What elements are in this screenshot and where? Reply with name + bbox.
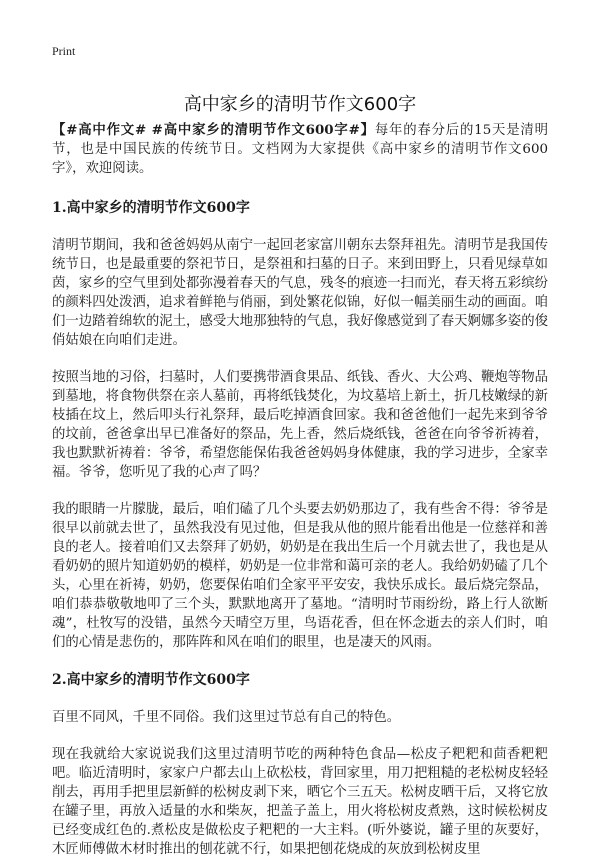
- section-1-paragraph-1: 清明节期间，我和爸爸妈妈从南宁一起回老家富川朝东去祭拜祖先。清明节是我国传统节日，也是最重要的祭祀节日，是祭祖和扫墓的日子。来到田野上，只看见绿草如茵，家乡的空气里到处都弥漫着春天的气息，残冬的痕迹一扫而光，春天将五彩缤纷的颜料四处泼洒，追求着鲜艳与俏丽，到处繁花似锦，好似一幅美丽生动的画面。咱们一边踏着绵软的泥土，感受大地那独特的气息，我好像感觉到了春天婀娜多姿的俊俏姑娘在向咱们走进。: [52, 238, 548, 348]
- section-2-paragraph-2: 现在我就给大家说说我们这里过清明节吃的两种特色食品—松皮子粑粑和茴香粑粑吧。临近清明时，家家户户都去山上砍松枝，背回家里，用刀把粗糙的老松树皮轻轻削去，再用手把里层新鲜的松树皮剥下来，晒它个三五天。松树皮晒干后，又将它放在罐子里，再放入适量的水和柴灰，把盖子盖上，用火将松树皮煮熟，这时候松树皮已经变成红色的.煮松皮是做松皮子粑粑的一大主料。(听外婆说，罐子里的灰要好，木匠师傅做木材时推出的刨花就不行，如果把刨花烧成的灰放到松树皮里: [52, 747, 548, 857]
- intro-text: 每年的春分后的15天是清明节，也是中国民族的传统节日。文档网为大家提供《高中家乡的清明节作文600字》，欢迎阅读。: [52, 123, 548, 176]
- section-1-paragraph-2: 按照当地的习俗，扫墓时，人们要携带酒食果品、纸钱、香火、大公鸡、鞭炮等物品到墓地，将食物供祭在亲人墓前，再将纸钱焚化，为坟墓培上新土，折几枝嫩绿的新枝插在坟上，然后叩头行礼祭拜，最后吃掉酒食回家。我和爸爸他们一起先来到爷爷的坟前，爸爸拿出早已准备好的祭品，先上香，然后烧纸钱，爸爸在向爷爷祈祷着，我也默默祈祷着：爷爷，希望您能保佑我爸爸妈妈身体健康，我的学习进步，全家幸福。爷爷，您听见了我的心声了吗？: [52, 370, 548, 480]
- section-2-paragraph-1: 百里不同风，千里不同俗。我们这里过节总有自己的特色。: [52, 710, 401, 725]
- intro-tag: 【#高中作文# #高中家乡的清明节作文600字#】: [52, 122, 375, 138]
- section-1-paragraph-3: 我的眼睛一片朦胧，最后，咱们磕了几个头要去奶奶那边了，我有些舍不得：爷爷是很早以前就去世了，虽然我没有见过他，但是我从他的照片能看出他是一位慈祥和善良的老人。接着咱们又去祭拜了奶奶，奶奶是在我出生后一个月就去世了，我也是从看奶奶的照片知道奶奶的模样，奶奶是一位非常和蔼可亲的老人。我给奶奶磕了几个头，心里在祈祷，奶奶，您要保佑咱们全家平平安安，我快乐成长。最后烧完祭品，咱们恭恭敬敬地叩了三个头，默默地离开了墓地。“清明时节雨纷纷，路上行人欲断魂”，杜牧写的没错，虽然今天晴空万里，鸟语花香，但在怀念逝去的亲人们时，咱们的心情是悲伤的，那阵阵和风在咱们的眼里，也是凄天的风雨。: [52, 502, 548, 650]
- print-link[interactable]: Print: [52, 44, 76, 58]
- intro-paragraph: [52, 121, 548, 178]
- section-heading-2: 2.高中家乡的清明节作文600字: [52, 672, 250, 688]
- article-body: [52, 121, 548, 859]
- page-title: 高中家乡的清明节作文600字: [183, 94, 417, 116]
- section-heading-1: 1.高中家乡的清明节作文600字: [52, 200, 250, 216]
